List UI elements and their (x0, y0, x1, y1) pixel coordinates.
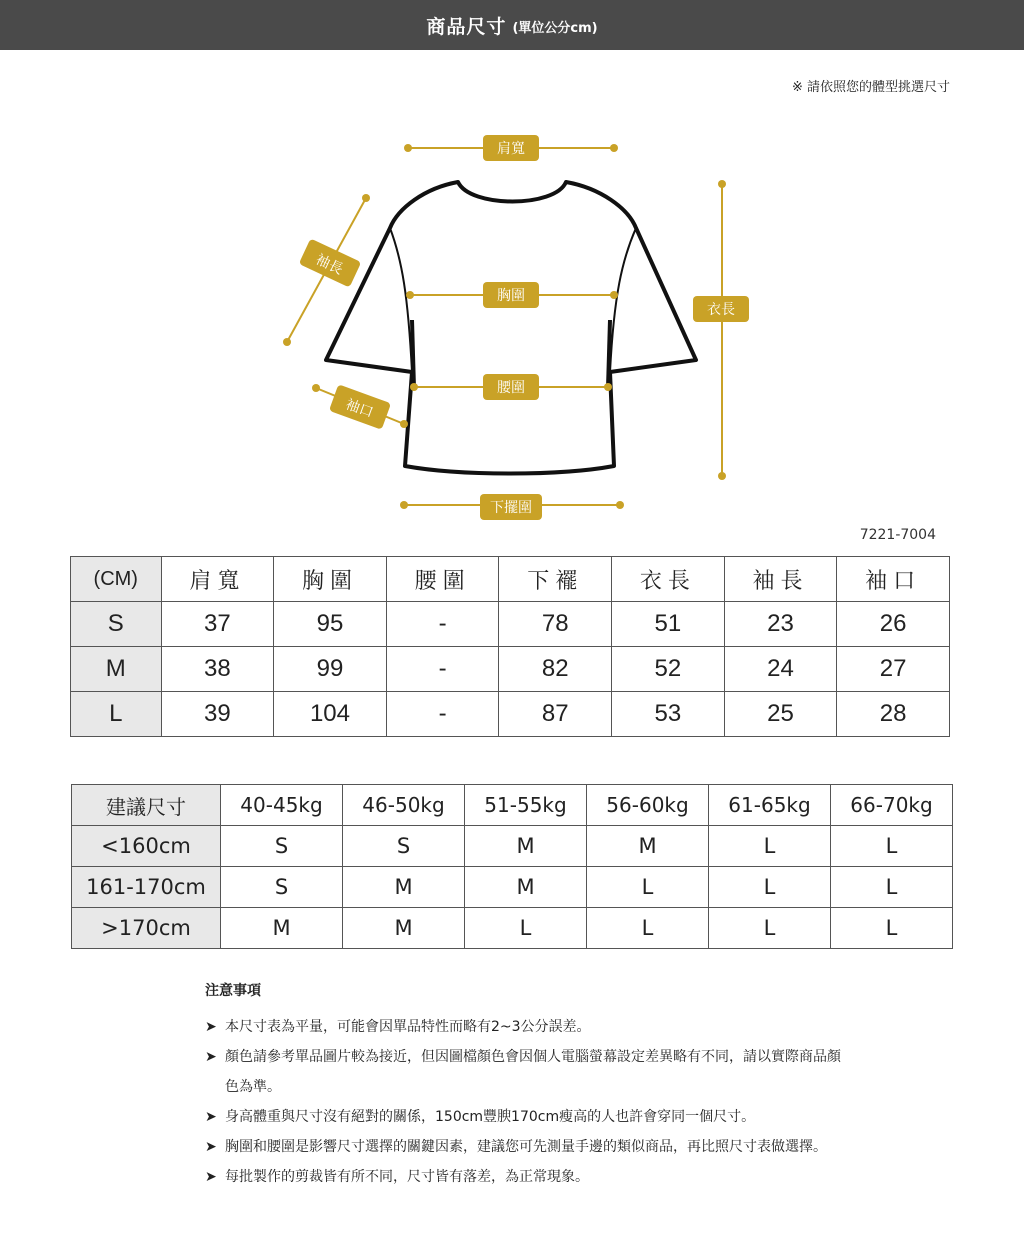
value-cell: L (831, 908, 953, 949)
value-cell: 53 (612, 692, 725, 737)
label-waist: 腰圍 (497, 380, 525, 396)
notes-section (205, 980, 845, 1192)
size-table (70, 556, 950, 737)
value-cell: L (709, 908, 831, 949)
value-cell: 37 (161, 602, 274, 647)
note-text: 本尺寸表為平量，可能會因單品特性而略有2~3公分誤差。 (225, 1019, 591, 1035)
arrow-icon: ➤ (205, 1049, 217, 1065)
value-cell: 24 (724, 647, 837, 692)
value-cell: M (221, 908, 343, 949)
size-table-header (71, 557, 950, 602)
header-cell: 衣長 (612, 557, 725, 602)
value-cell: M (465, 826, 587, 867)
header-cell: (CM) (71, 557, 162, 602)
value-cell: 87 (499, 692, 612, 737)
note-text: 身高體重與尺寸沒有絕對的關係，150cm豐腴170cm瘦高的人也許會穿同一個尺寸。 (225, 1109, 756, 1125)
value-cell: 104 (274, 692, 387, 737)
header-cell: 51-55kg (465, 785, 587, 826)
label-sleeve-length: 袖長 (313, 251, 346, 278)
value-cell: M (465, 867, 587, 908)
value-cell: 28 (837, 692, 950, 737)
size-cell: M (71, 647, 162, 692)
arrow-icon: ➤ (205, 1109, 217, 1125)
header-cell: 胸圍 (274, 557, 387, 602)
header-cell: 袖長 (724, 557, 837, 602)
value-cell: L (465, 908, 587, 949)
value-cell: 52 (612, 647, 725, 692)
size-selection-note: ※ 請依照您的體型挑選尺寸 (791, 80, 950, 95)
value-cell: S (343, 826, 465, 867)
value-cell: L (709, 867, 831, 908)
note-item (205, 1012, 845, 1042)
header-cell: 下襬 (499, 557, 612, 602)
notes-title: 注意事項 (205, 983, 261, 999)
value-cell: 23 (724, 602, 837, 647)
value-cell: 25 (724, 692, 837, 737)
note-item (205, 1042, 845, 1102)
table-row (72, 826, 953, 867)
table-row (72, 867, 953, 908)
label-cuff: 袖口 (343, 396, 376, 422)
value-cell: L (709, 826, 831, 867)
header-cell: 肩寬 (161, 557, 274, 602)
header-title: 商品尺寸 (426, 15, 507, 38)
size-cell: S (71, 602, 162, 647)
table-row (71, 692, 950, 737)
value-cell: 95 (274, 602, 387, 647)
value-cell: M (343, 908, 465, 949)
value-cell: 38 (161, 647, 274, 692)
recommend-table-header (72, 785, 953, 826)
recommend-size-table (71, 784, 953, 949)
note-text: 每批製作的剪裁皆有所不同，尺寸皆有落差，為正常現象。 (225, 1169, 589, 1185)
header-cell: 袖口 (837, 557, 950, 602)
garment-diagram (0, 110, 1024, 520)
value-cell: M (587, 826, 709, 867)
arrow-icon: ➤ (205, 1139, 217, 1155)
value-cell: - (386, 602, 499, 647)
header-cell: 46-50kg (343, 785, 465, 826)
value-cell: L (587, 908, 709, 949)
garment-outline (326, 182, 696, 474)
header-cell: 66-70kg (831, 785, 953, 826)
value-cell: - (386, 692, 499, 737)
product-code: 7221-7004 (859, 527, 936, 543)
value-cell: L (831, 867, 953, 908)
note-item (205, 1102, 845, 1132)
header-cell: 建議尺寸 (72, 785, 221, 826)
note-item (205, 1162, 845, 1192)
value-cell: 51 (612, 602, 725, 647)
label-length: 衣長 (707, 302, 735, 318)
value-cell: L (587, 867, 709, 908)
value-cell: - (386, 647, 499, 692)
arrow-icon: ➤ (205, 1019, 217, 1035)
note-text: 顏色請參考單品圖片較為接近，但因圖檔顏色會因個人電腦螢幕設定差異略有不同，請以實際商品顏色為準。 (225, 1049, 841, 1095)
value-cell: 78 (499, 602, 612, 647)
header-cell: 61-65kg (709, 785, 831, 826)
value-cell: 99 (274, 647, 387, 692)
value-cell: 26 (837, 602, 950, 647)
table-row (71, 647, 950, 692)
value-cell: 82 (499, 647, 612, 692)
note-item (205, 1132, 845, 1162)
value-cell: 39 (161, 692, 274, 737)
table-row (71, 602, 950, 647)
label-chest: 胸圍 (497, 288, 525, 304)
page-header (0, 0, 1024, 50)
table-row (72, 908, 953, 949)
arrow-icon: ➤ (205, 1169, 217, 1185)
header-unit: (單位公分cm) (512, 21, 598, 36)
note-text: 胸圍和腰圍是影響尺寸選擇的關鍵因素，建議您可先測量手邊的類似商品，再比照尺寸表做選擇。 (225, 1139, 827, 1155)
height-cell: 161-170cm (72, 867, 221, 908)
value-cell: S (221, 867, 343, 908)
label-hem: 下擺圍 (490, 500, 532, 516)
value-cell: L (831, 826, 953, 867)
height-cell: >170cm (72, 908, 221, 949)
value-cell: 27 (837, 647, 950, 692)
value-cell: S (221, 826, 343, 867)
header-cell: 40-45kg (221, 785, 343, 826)
header-cell: 腰圍 (386, 557, 499, 602)
label-shoulder: 肩寬 (497, 141, 525, 157)
value-cell: M (343, 867, 465, 908)
height-cell: <160cm (72, 826, 221, 867)
header-cell: 56-60kg (587, 785, 709, 826)
size-cell: L (71, 692, 162, 737)
